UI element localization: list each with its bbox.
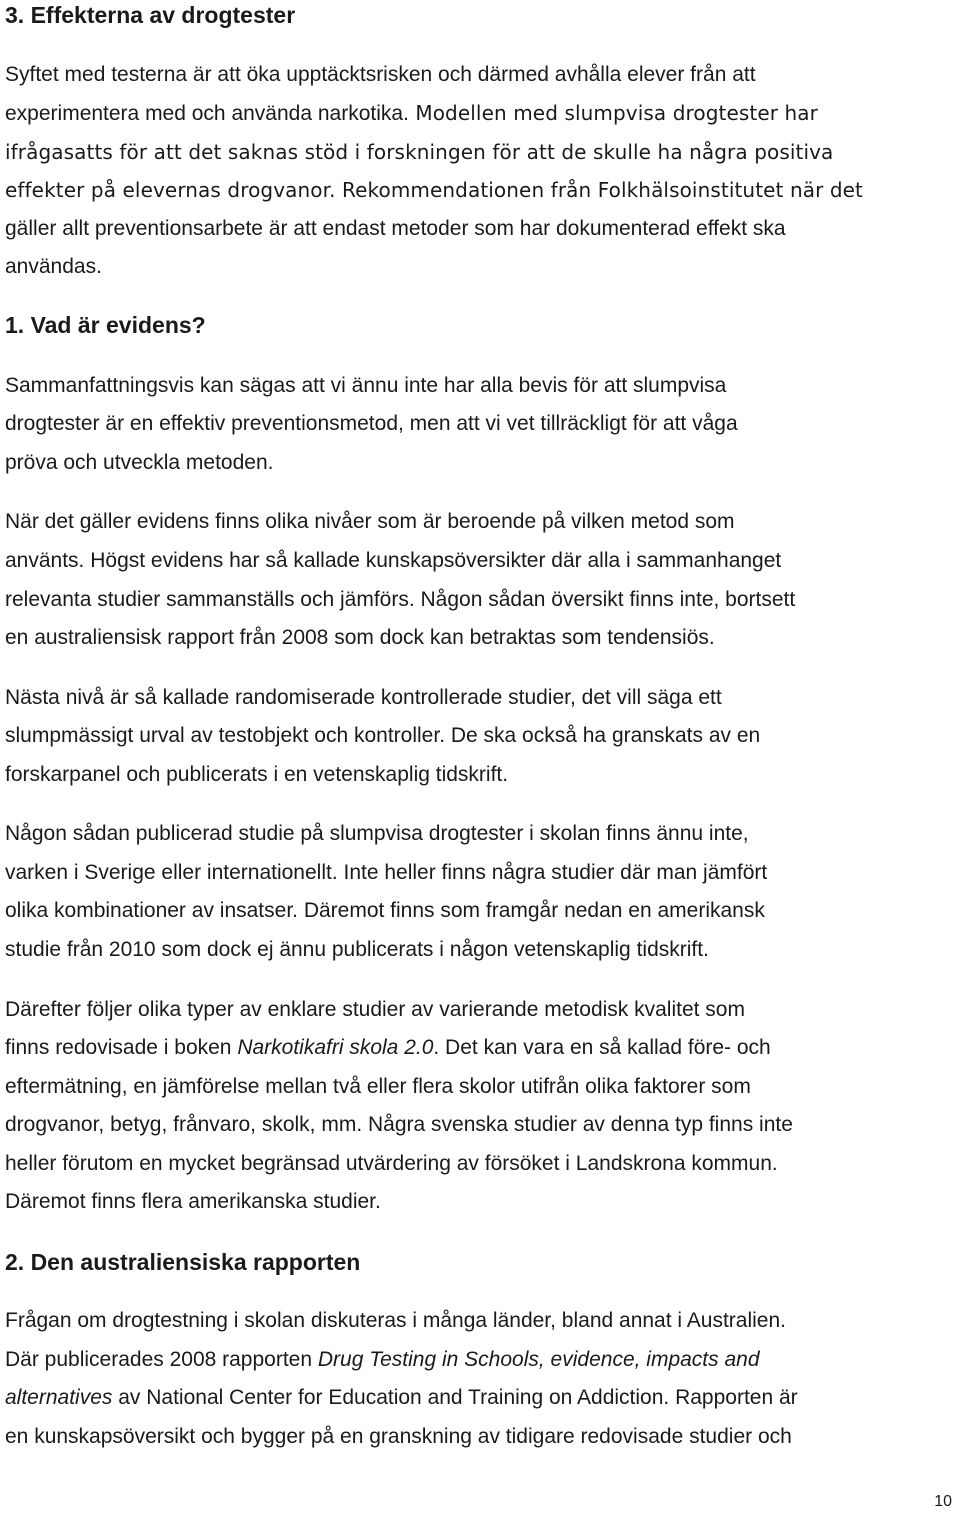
- report-title: Drug Testing in Schools, evidence, impacts and: [317, 1348, 760, 1371]
- section-heading: 3. Effekterna av drogtester: [5, 2, 296, 28]
- text-span: effekter på elevernas drogvanor.: [5, 178, 336, 202]
- text-line: [5, 1346, 760, 1374]
- section-heading: 2. Den australiensiska rapporten: [5, 1249, 361, 1275]
- text-span: experimentera med och använda narkotika.: [5, 102, 409, 125]
- report-title: alternatives: [5, 1386, 113, 1409]
- text-line: Nästa nivå är så kallade randomiserade kontrollerade studier, det vill säga ett: [5, 686, 722, 709]
- text-line: Frågan om drogtestning i skolan diskuteras i många länder, bland annat i Australien.: [5, 1309, 786, 1332]
- text-line: en australiensisk rapport från 2008 som dock kan betraktas som tendensiös.: [5, 626, 715, 649]
- text-line: forskarpanel och publicerats i en vetenskaplig tidskrift.: [5, 763, 509, 786]
- text-span: Rekommendationen från Folkhälsoinstitutet när det: [335, 178, 864, 202]
- text-line: olika kombinationer av insatser. Däremot finns som framgår nedan en amerikansk: [5, 899, 765, 922]
- text-line: relevanta studier sammanställs och jämförs. Någon sådan översikt finns inte, bortsett: [5, 588, 796, 611]
- text-line: heller förutom en mycket begränsad utvärdering av försöket i Landskrona kommun.: [5, 1152, 778, 1175]
- text-line: [5, 1384, 798, 1412]
- text-line: använts. Högst evidens har så kallade kunskapsöversikter där alla i sammanhanget: [5, 549, 782, 572]
- page-number: 10: [934, 1493, 952, 1510]
- text-line: [5, 1034, 771, 1062]
- text-line: en kunskapsöversikt och bygger på en granskning av tidigare redovisade studier och: [5, 1425, 792, 1448]
- text-line: ifrågasatts för att det saknas stöd i forskningen för att de skulle ha några positiva: [5, 140, 834, 164]
- text-line: eftermätning, en jämförelse mellan två eller flera skolor utifrån olika faktorer som: [5, 1075, 751, 1098]
- section-heading: 1. Vad är evidens?: [5, 312, 206, 338]
- text-span: Modellen med slumpvisa drogtester har: [408, 101, 818, 125]
- text-line: studie från 2010 som dock ej ännu publicerats i någon vetenskaplig tidskrift.: [5, 938, 709, 961]
- text-line: slumpmässigt urval av testobjekt och kontroller. De ska också ha granskats av en: [5, 724, 761, 747]
- text-line: Däremot finns flera amerikanska studier.: [5, 1190, 381, 1213]
- text-span: . Det kan vara en så kallad före- och: [433, 1036, 771, 1059]
- text-line: drogvanor, betyg, frånvaro, skolk, mm. Några svenska studier av denna typ finns inte: [5, 1113, 793, 1136]
- text-span: finns redovisade i boken: [5, 1036, 238, 1059]
- text-span: Där publicerades 2008 rapporten: [5, 1348, 318, 1371]
- text-line: Syftet med testerna är att öka upptäcktsrisken och därmed avhålla elever från att: [5, 63, 756, 86]
- text-line: varken i Sverige eller internationellt. Inte heller finns några studier där man jämfört: [5, 861, 768, 884]
- text-line: drogtester är en effektiv preventionsmetod, men att vi vet tillräckligt för att våga: [5, 412, 738, 435]
- text-line: gäller allt preventionsarbete är att endast metoder som har dokumenterad effekt ska: [5, 217, 786, 240]
- text-line: användas.: [5, 255, 102, 278]
- text-span: av National Center for Education and Training on Addiction. Rapporten är: [112, 1386, 798, 1409]
- text-line: [5, 176, 863, 205]
- text-line: Någon sådan publicerad studie på slumpvisa drogtester i skolan finns ännu inte,: [5, 822, 749, 845]
- text-line: [5, 99, 818, 128]
- book-title: Narkotikafri skola 2.0: [237, 1036, 434, 1059]
- text-line: När det gäller evidens finns olika nivåer som är beroende på vilken metod som: [5, 510, 735, 533]
- text-line: pröva och utveckla metoden.: [5, 451, 274, 474]
- text-line: Därefter följer olika typer av enklare studier av varierande metodisk kvalitet som: [5, 998, 745, 1021]
- text-line: Sammanfattningsvis kan sägas att vi ännu inte har alla bevis för att slumpvisa: [5, 374, 727, 397]
